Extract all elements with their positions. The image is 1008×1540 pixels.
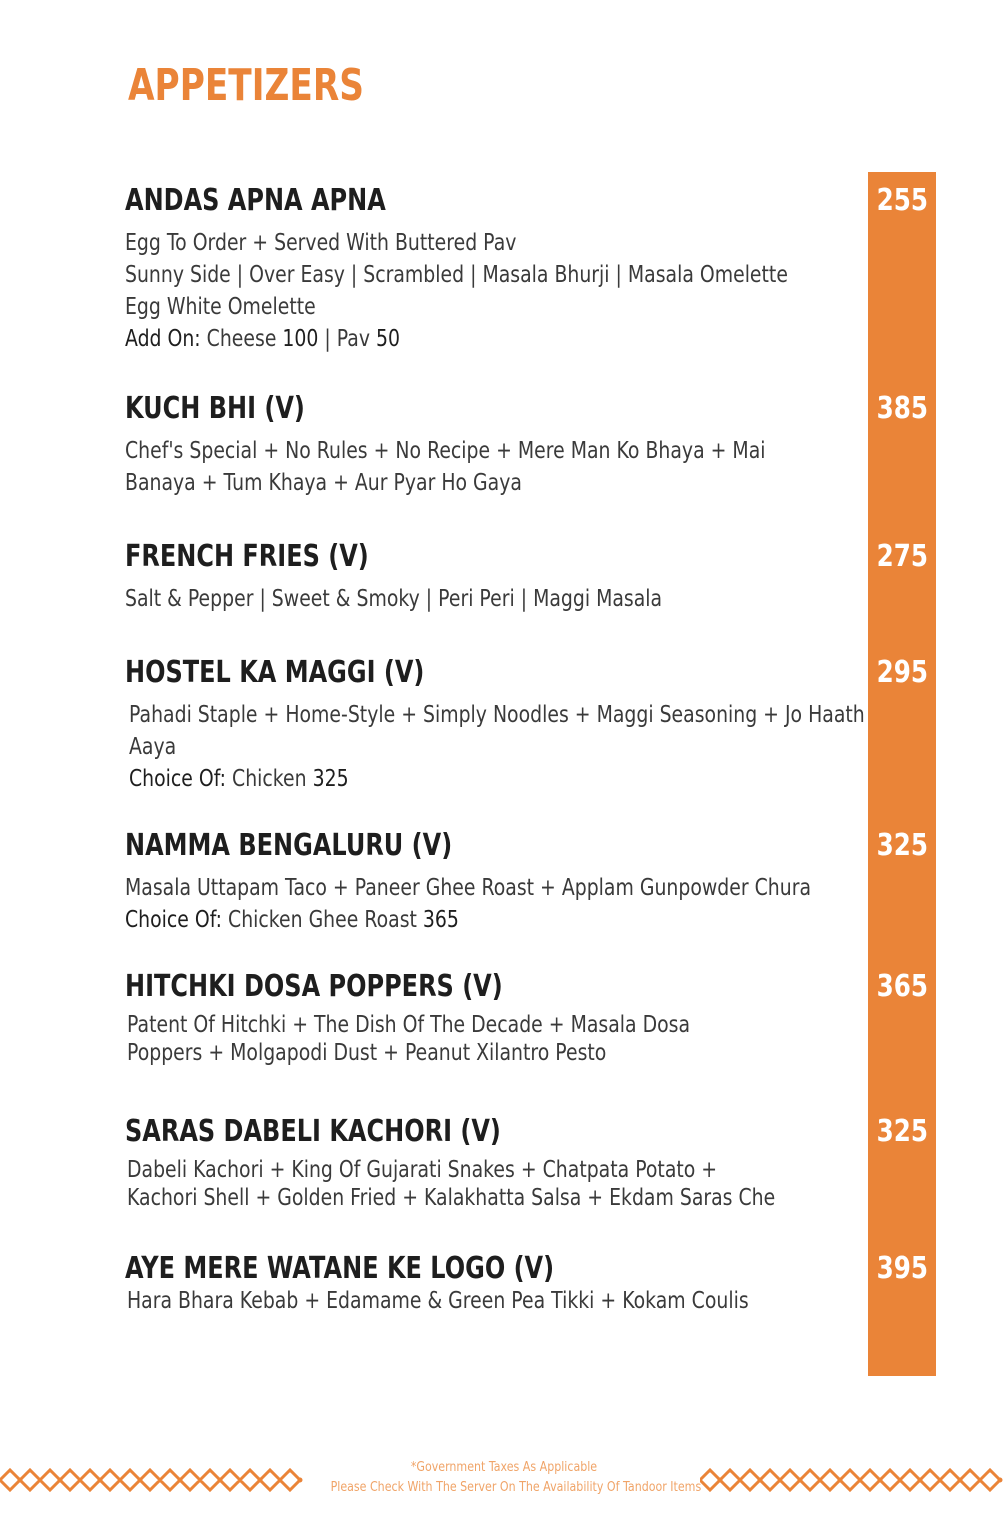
- description-line: Banaya + Tum Khaya + Aur Pyar Ho Gaya: [125, 470, 522, 496]
- description-line: Egg White Omelette: [125, 294, 316, 320]
- choice-label: Choice Of:: [125, 907, 223, 933]
- price-band: [868, 172, 936, 1376]
- item-name: SARAS DABELI KACHORI (V): [125, 1114, 501, 1149]
- description-line: Aaya: [129, 734, 177, 760]
- description-line: Salt & Pepper | Sweet & Smoky | Peri Peri | Maggi Masala: [125, 586, 663, 612]
- item-price: 325: [876, 1114, 928, 1149]
- item-name: AYE MERE WATANE KE LOGO (V): [125, 1251, 555, 1286]
- description-line: Patent Of Hitchki + The Dish Of The Decade + Masala Dosa: [127, 1012, 691, 1038]
- diamond-chain-pattern-icon: [0, 1462, 308, 1498]
- addon-price: 50: [376, 326, 401, 352]
- item-description: [125, 435, 863, 499]
- item-price: 275: [876, 539, 928, 574]
- addon-text: Cheese: [200, 326, 283, 352]
- addon-line: [125, 323, 863, 355]
- description-line: Dabeli Kachori + King Of Gujarati Snakes + Chatpata Potato +: [127, 1157, 718, 1183]
- item-price: 255: [876, 183, 928, 218]
- item-description: [127, 1011, 865, 1067]
- choice-price: 325: [312, 766, 349, 792]
- page-title: APPETIZERS: [128, 60, 364, 111]
- item-description: [129, 699, 867, 795]
- choice-price: 365: [422, 907, 459, 933]
- item-description: [127, 1285, 865, 1317]
- item-price: 395: [876, 1251, 928, 1286]
- choice-text: Chicken: [226, 766, 313, 792]
- choice-line: [125, 904, 863, 936]
- item-name: FRENCH FRIES (V): [125, 539, 369, 574]
- item-name: NAMMA BENGALURU (V): [125, 828, 453, 863]
- addon-label: Add On:: [125, 326, 201, 352]
- item-description: [125, 872, 863, 936]
- addon-text: | Pav: [318, 326, 377, 352]
- description-line: Egg To Order + Served With Buttered Pav: [125, 230, 517, 256]
- item-description: [125, 227, 863, 355]
- choice-line: [129, 763, 867, 795]
- description-line: Masala Uttapam Taco + Paneer Ghee Roast + Applam Gunpowder Chura: [125, 875, 812, 901]
- description-line: Hara Bhara Kebab + Edamame & Green Pea Tikki + Kokam Coulis: [127, 1288, 749, 1314]
- item-name: ANDAS APNA APNA: [125, 183, 386, 218]
- tax-note: *Government Taxes As Applicable: [410, 1460, 598, 1475]
- choice-text: Chicken Ghee Roast: [222, 907, 423, 933]
- description-line: Pahadi Staple + Home-Style + Simply Noodles + Maggi Seasoning + Jo Haath: [129, 702, 865, 728]
- item-price: 385: [876, 391, 928, 426]
- item-price: 325: [876, 828, 928, 863]
- addon-price: 100: [282, 326, 319, 352]
- item-name: HOSTEL KA MAGGI (V): [125, 655, 425, 690]
- choice-label: Choice Of:: [129, 766, 227, 792]
- item-description: [127, 1156, 865, 1212]
- item-price: 295: [876, 655, 928, 690]
- description-line: Poppers + Molgapodi Dust + Peanut Xilantro Pesto: [127, 1040, 607, 1066]
- description-line: Chef's Special + No Rules + No Recipe + Mere Man Ko Bhaya + Mai: [125, 438, 766, 464]
- item-name: KUCH BHI (V): [125, 391, 305, 426]
- item-name: HITCHKI DOSA POPPERS (V): [125, 969, 503, 1004]
- item-description: [125, 583, 863, 615]
- availability-note: Please Check With The Server On The Availability Of Tandoor Items: [330, 1480, 702, 1495]
- description-line: Sunny Side | Over Easy | Scrambled | Masala Bhurji | Masala Omelette: [125, 262, 788, 288]
- item-price: 365: [876, 969, 928, 1004]
- footer-note: [300, 1458, 708, 1498]
- diamond-chain-pattern-icon: [700, 1462, 1008, 1498]
- description-line: Kachori Shell + Golden Fried + Kalakhatta Salsa + Ekdam Saras Che: [127, 1185, 776, 1211]
